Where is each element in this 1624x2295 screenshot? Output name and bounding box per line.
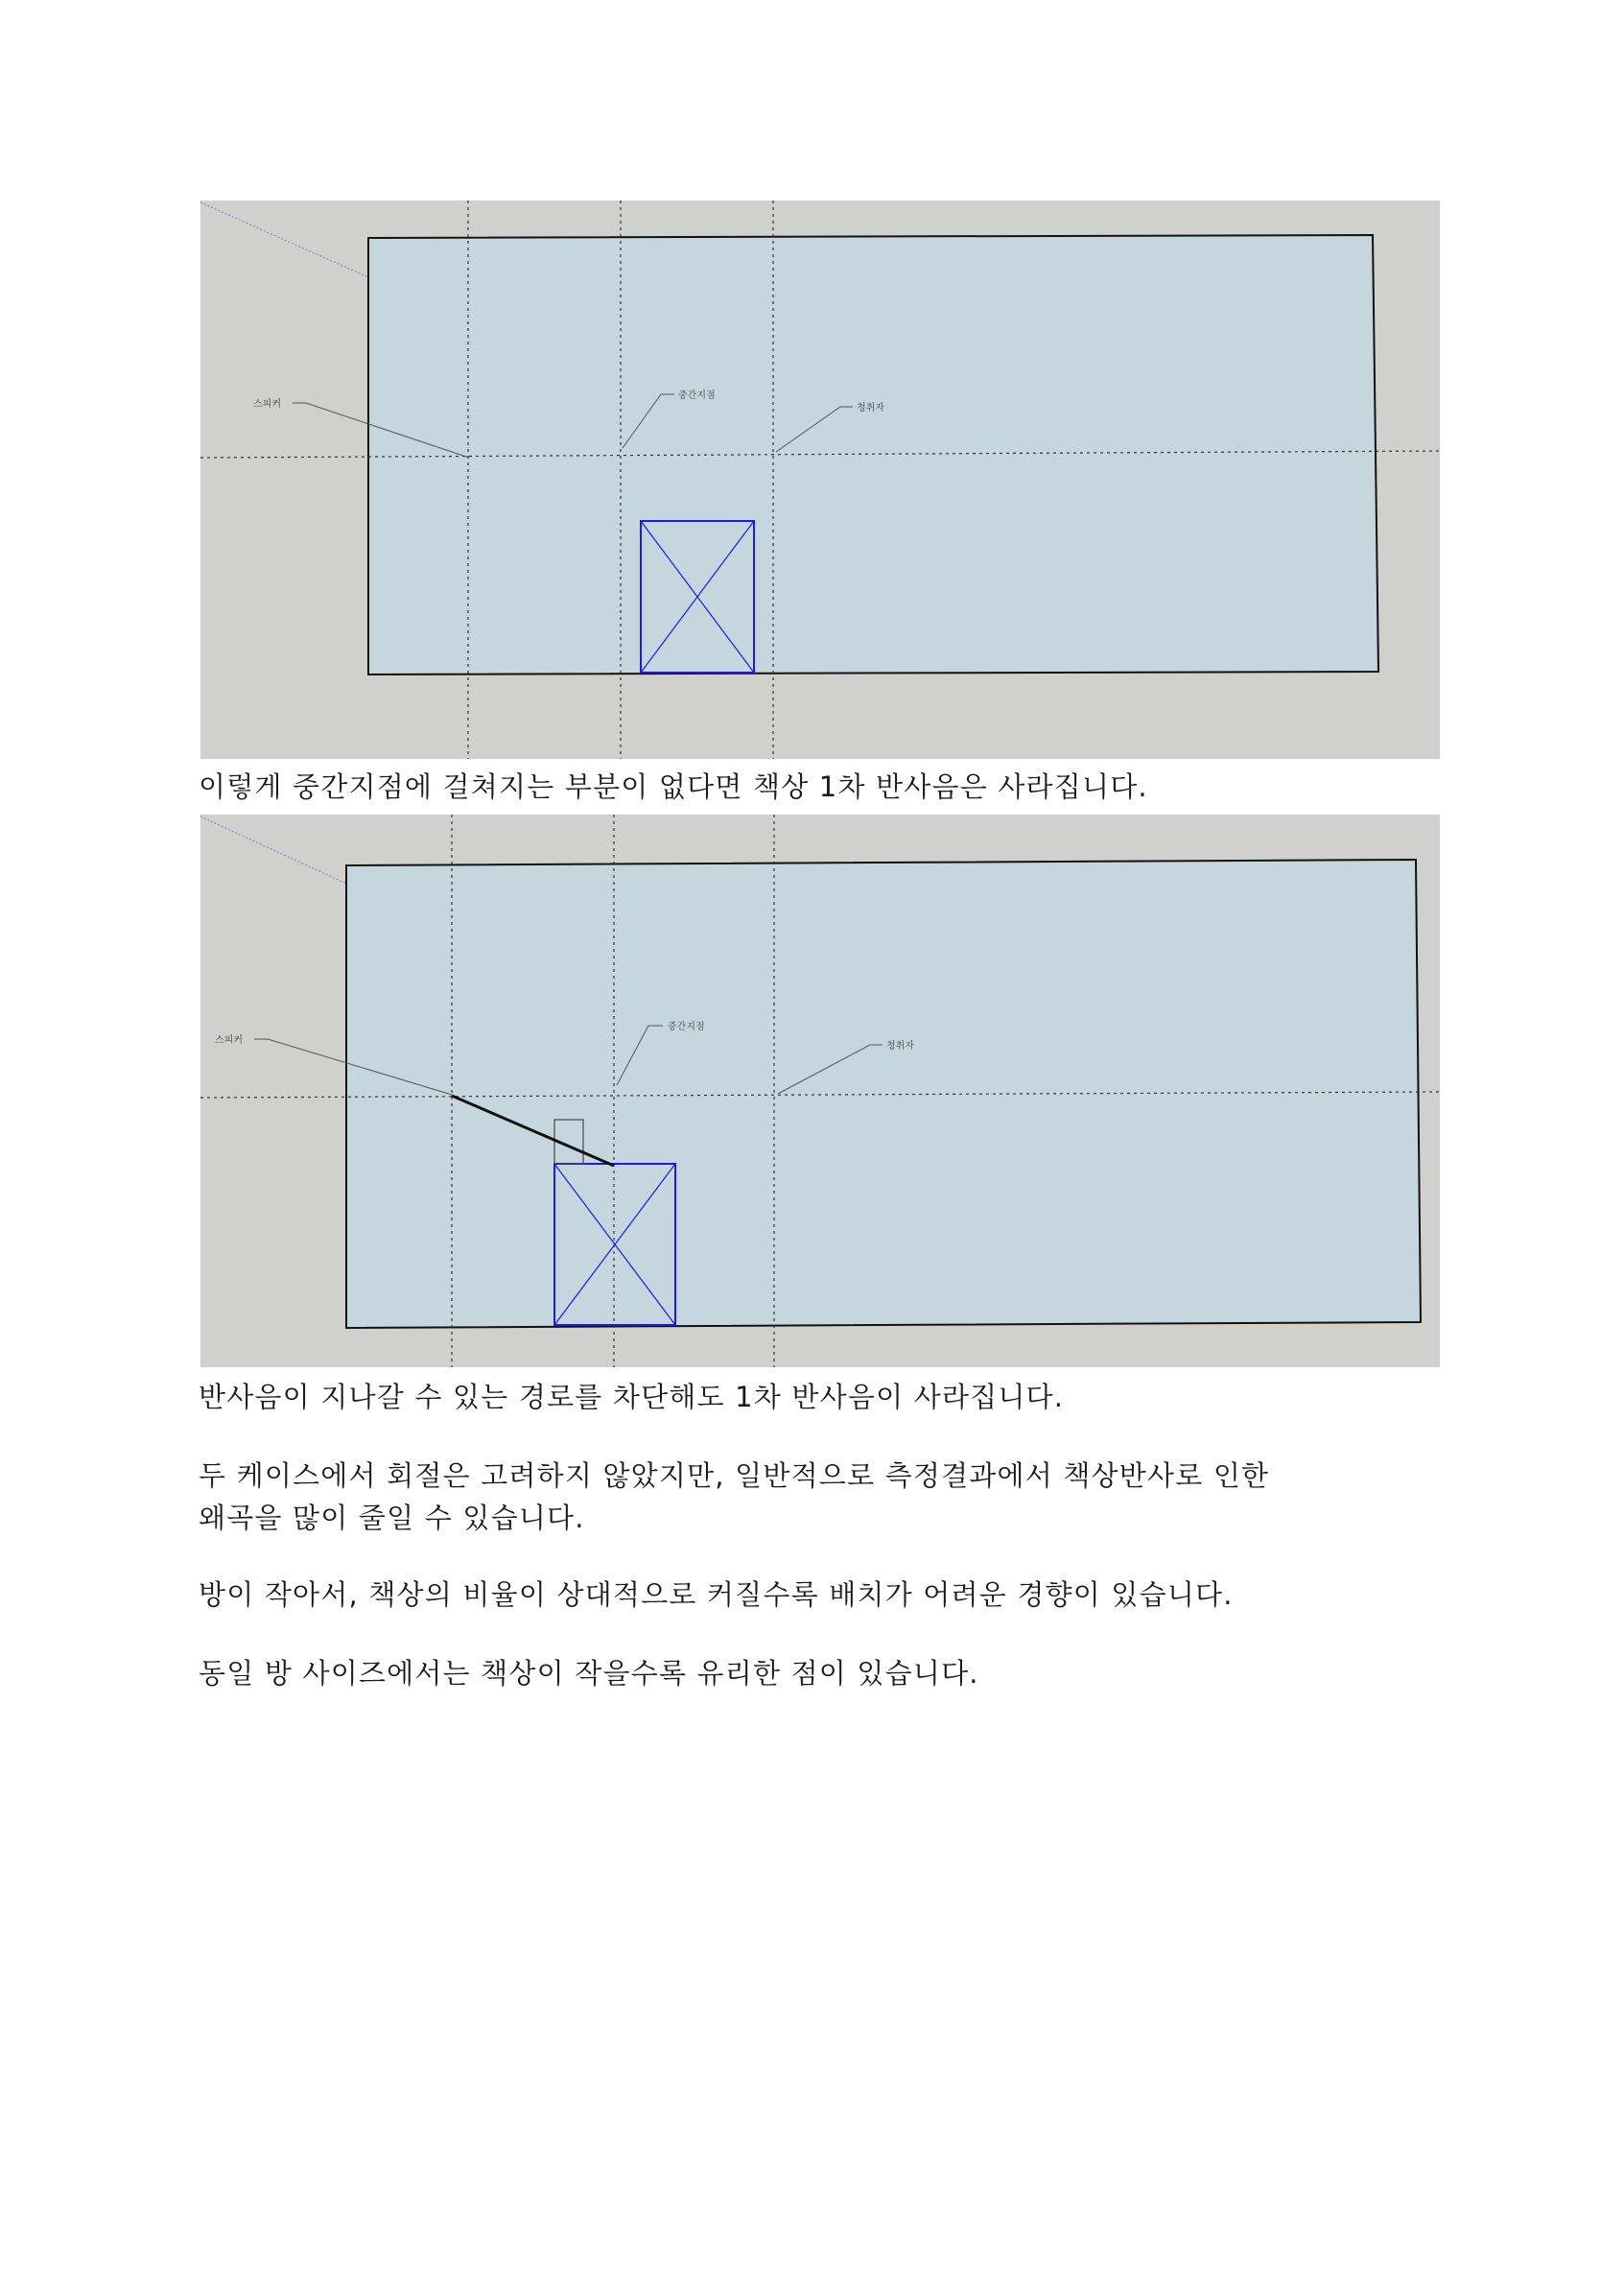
caption-2: 반사음이 지나갈 수 있는 경로를 차단해도 1차 반사음이 사라집니다. bbox=[199, 1381, 1065, 1413]
floorplan-figure-1 bbox=[200, 201, 1440, 759]
listener-label: 청취자 bbox=[857, 403, 884, 414]
paragraph-desk-size: 동일 방 사이즈에서는 책상이 작을수록 유리한 점이 있습니다. bbox=[199, 1657, 979, 1690]
floorplan-drawing-1 bbox=[200, 201, 1440, 759]
speaker-label: 스피커 bbox=[215, 1035, 243, 1046]
paragraph-small-room: 방이 작아서, 책상의 비율이 상대적으로 커질수록 배치가 어려운 경향이 있습니다. bbox=[199, 1578, 1234, 1611]
midpoint-label: 중간지점 bbox=[678, 390, 716, 401]
paragraph-diffraction: 두 케이스에서 회절은 고려하지 않았지만, 일반적으로 측정결과에서 책상반사로 인한 왜곡을 많이 줄일 수 있습니다. bbox=[199, 1459, 1270, 1534]
floorplan-figure-2 bbox=[200, 815, 1440, 1367]
caption-1: 이렇게 중간지점에 걸쳐지는 부분이 없다면 책상 1차 반사음은 사라집니다. bbox=[199, 770, 1148, 803]
room-outline bbox=[368, 235, 1378, 674]
speaker-label: 스피커 bbox=[253, 399, 281, 410]
room-outline bbox=[346, 860, 1421, 1328]
listener-label: 청취자 bbox=[886, 1041, 914, 1052]
floorplan-drawing-2 bbox=[200, 815, 1440, 1367]
midpoint-label: 중간지점 bbox=[668, 1022, 705, 1032]
